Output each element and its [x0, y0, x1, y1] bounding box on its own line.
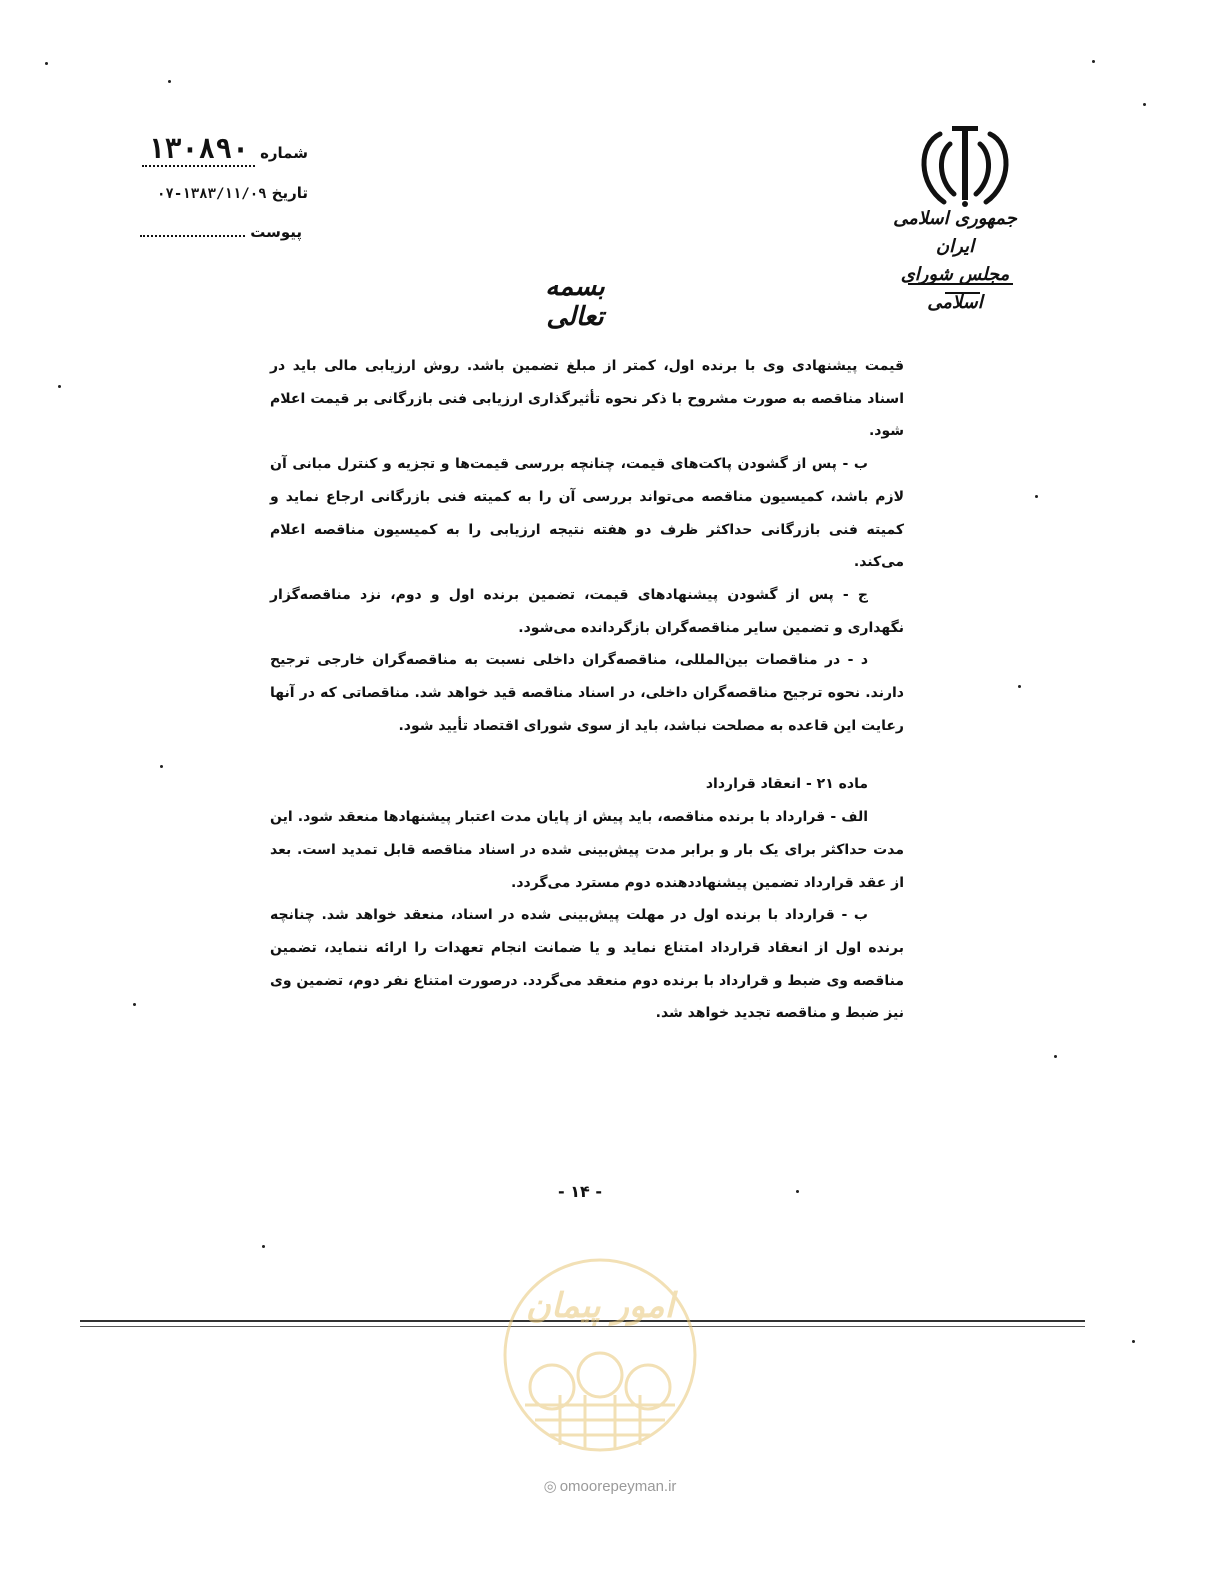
- body-paragraph: ج - پس از گشودن پیشنهادهای قیمت، تضمین برنده اول و دوم، نزد مناقصه‌گزار نگهداری و تضمین سایر مناقصه‌گران بازگردانده می‌شود.: [270, 586, 904, 636]
- letter-number-label: شماره: [260, 144, 308, 162]
- scan-speck: [1018, 685, 1021, 688]
- organization-divider-short: [945, 292, 980, 294]
- letter-date-row: [128, 183, 308, 202]
- letter-number-row: [148, 132, 308, 165]
- letter-date-value: ۱۳۸۳/۱۱/۰۹-۰۷: [156, 186, 267, 202]
- web-icon: ◎: [543, 1478, 557, 1495]
- scan-speck: [262, 1245, 265, 1248]
- scan-speck: [1035, 495, 1038, 498]
- scan-speck: [796, 1190, 799, 1193]
- scan-speck: [133, 1003, 136, 1006]
- iran-emblem-icon: [910, 122, 1020, 212]
- body-paragraph: ب - قرارداد با برنده اول در مهلت پیش‌بینی شده در اسناد، منعقد خواهد شد. چنانچه برنده اول از انعقاد قرارداد امتناع نماید و یا ضمانت انجام تعهدات را ارائه ننماید، تضمین مناقصه وی ضبط و قرارداد با برنده دوم منعقد می‌گردد. درصورت امتناع نفر دوم، تضمین وی نیز ضبط و مناقصه تجدید خواهد شد.: [270, 907, 904, 1022]
- organization-line-country: جمهوری اسلامی ایران: [893, 208, 1017, 257]
- attachment-dotted-line: [140, 235, 245, 237]
- scan-speck: [1143, 103, 1146, 106]
- letter-date-label: تاریخ: [271, 184, 308, 202]
- letter-attachment-label: پیوست: [250, 223, 302, 241]
- watermark-logo-text: امور پیمان: [525, 1286, 675, 1326]
- article-heading: ماده ۲۱ - انعقاد قرارداد: [705, 776, 868, 793]
- watermark-site-text: omoorepeyman.ir: [559, 1478, 677, 1495]
- invocation-heading: بسمه تعالی: [545, 272, 605, 332]
- scan-speck: [160, 765, 163, 768]
- organization-name: [880, 205, 1030, 317]
- letter-attachment-row: [150, 222, 302, 241]
- scan-speck: [1092, 60, 1095, 63]
- page-number: - ۱۴ -: [558, 1182, 602, 1201]
- scan-speck: [58, 385, 61, 388]
- organization-divider: [908, 283, 1013, 285]
- scan-speck: [45, 62, 48, 65]
- organization-line-parliament: مجلس شورای اسلامی: [900, 264, 1010, 313]
- scan-speck: [1054, 1055, 1057, 1058]
- body-paragraph: ب - پس از گشودن پاکت‌های قیمت، چنانچه بررسی قیمت‌ها و تجزیه و کنترل مبانی آن لازم باشد، کمیسیون مناقصه می‌تواند بررسی آن را به کمیته فنی بازرگانی ارجاع نماید و کمیته فنی بازرگانی حداکثر ظرف دو هفته نتیجه ارزیابی را به کمیسیون مناقصه اعلام می‌کند.: [270, 456, 904, 571]
- scan-speck: [1132, 1340, 1135, 1343]
- watermark-site-url: [510, 1477, 710, 1495]
- document-body: [270, 350, 904, 1030]
- body-paragraph: الف - قرارداد با برنده مناقصه، باید پیش از پایان مدت اعتبار پیشنهادها منعقد شود. این مدت حداکثر برای یک بار و برابر مدت پیش‌بینی شده در اسناد مناقصه قابل تمدید است. بعد از عقد قرارداد تضمین پیشنهاددهنده دوم مسترد می‌گردد.: [270, 809, 904, 891]
- omoorepeyman-watermark-logo: [500, 1255, 700, 1455]
- body-paragraph: قیمت پیشنهادی وی با برنده اول، کمتر از مبلغ تضمین باشد. روش ارزیابی مالی باید در اسناد مناقصه به صورت مشروح با ذکر نحوه تأثیرگذاری ارزیابی فنی بازرگانی بر قیمت اعلام شود.: [270, 358, 904, 440]
- scan-speck: [168, 80, 171, 83]
- letter-number-value: ۱۳۰۸۹۰: [142, 132, 255, 167]
- body-paragraph: د - در مناقصات بین‌المللی، مناقصه‌گران داخلی نسبت به مناقصه‌گران خارجی ترجیح دارند. نحوه ترجیح مناقصه‌گران داخلی، در اسناد مناقصه قید خواهد شد. مناقصاتی که در آنها رعایت این قاعده به مصلحت نباشد، باید از سوی شورای اقتصاد تأیید شود.: [270, 652, 904, 734]
